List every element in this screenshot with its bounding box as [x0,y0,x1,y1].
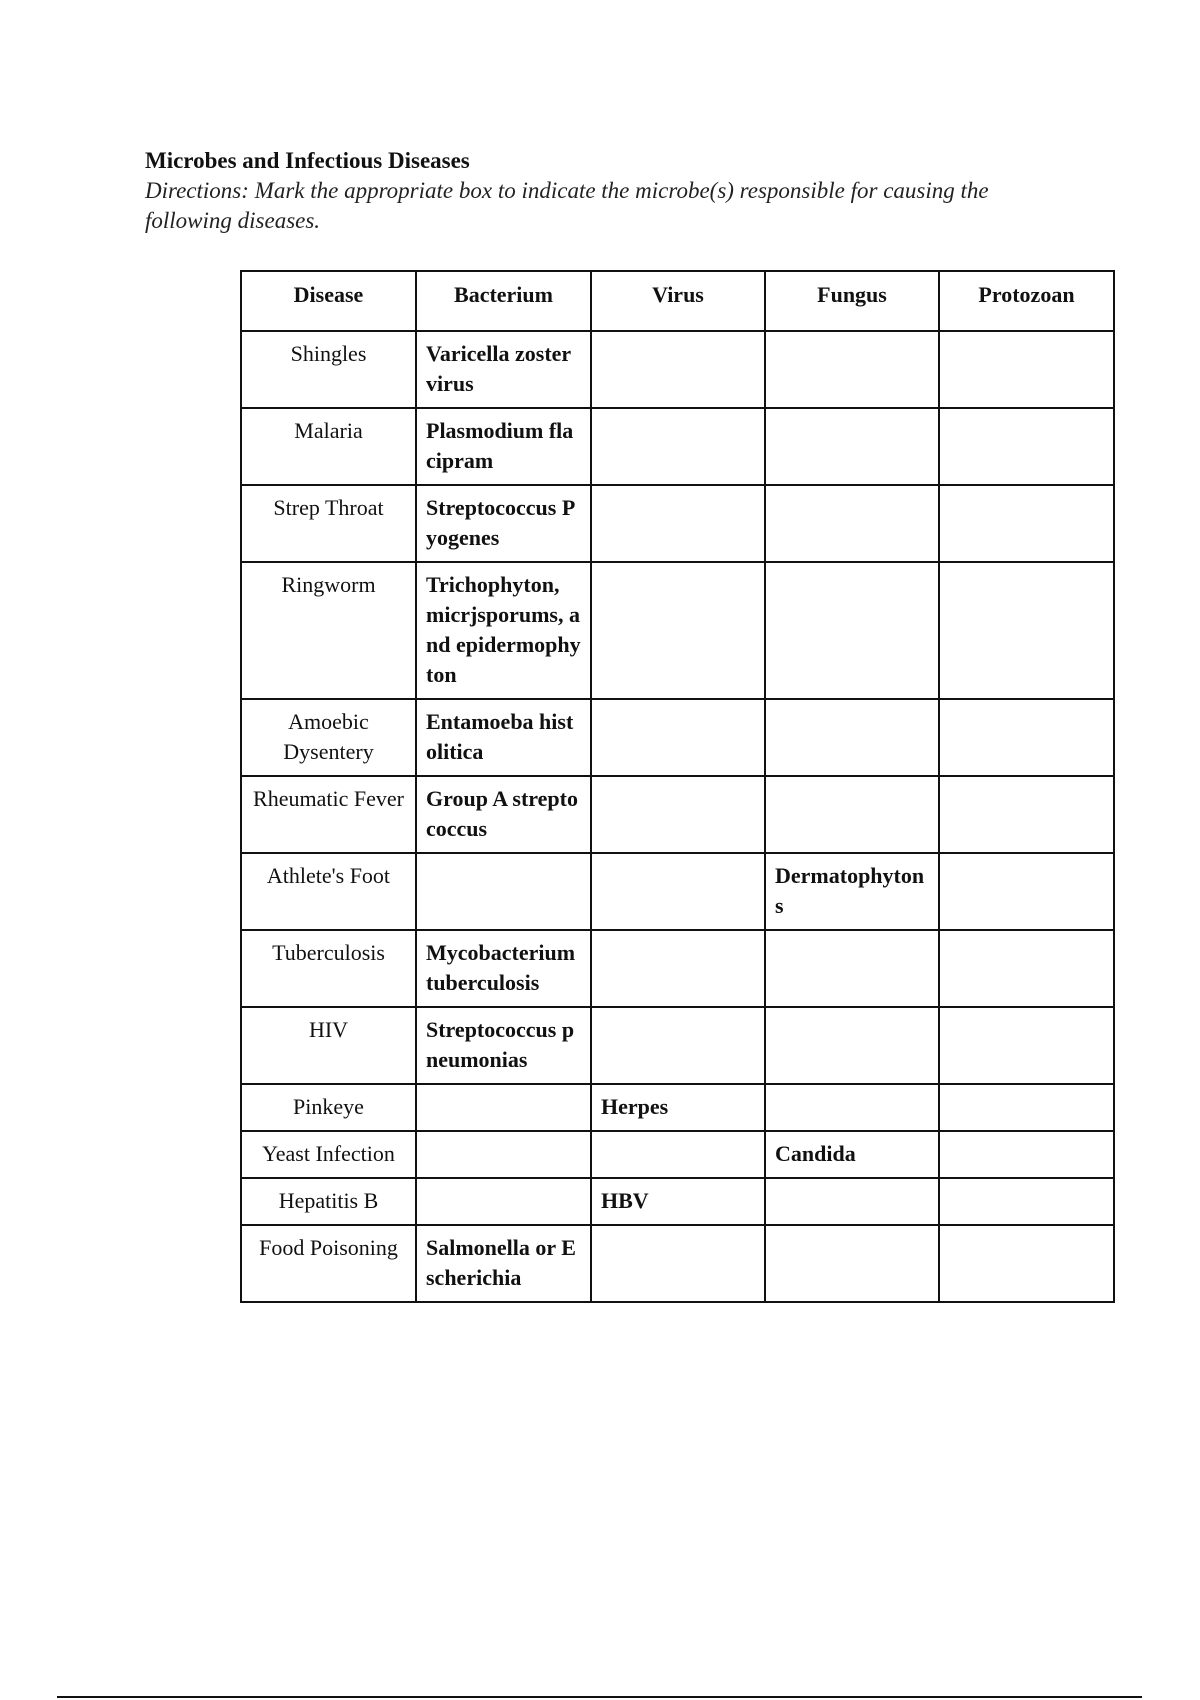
fungus-cell[interactable] [765,1084,939,1131]
disease-cell: Tuberculosis [241,930,416,1007]
virus-cell[interactable] [591,485,765,562]
protozoan-cell[interactable] [939,562,1114,699]
fungus-cell[interactable] [765,1225,939,1302]
bacterium-cell[interactable] [416,1131,591,1178]
disease-microbe-table [240,270,1115,1303]
fungus-cell[interactable]: Candida [765,1131,939,1178]
virus-cell[interactable] [591,699,765,776]
table-row [241,562,1114,699]
fungus-cell[interactable] [765,1007,939,1084]
fungus-cell[interactable] [765,930,939,1007]
disease-cell: Ringworm [241,562,416,699]
protozoan-cell[interactable] [939,331,1114,408]
disease-cell: Food Poisoning [241,1225,416,1302]
protozoan-cell[interactable] [939,1178,1114,1225]
bacterium-cell[interactable]: Group A streptococcus [416,776,591,853]
virus-cell[interactable]: HBV [591,1178,765,1225]
protozoan-cell[interactable] [939,1084,1114,1131]
disease-cell: Pinkeye [241,1084,416,1131]
table-row [241,1225,1114,1302]
table-row [241,699,1114,776]
table-row [241,485,1114,562]
bacterium-cell[interactable]: Entamoeba histolitica [416,699,591,776]
table-row [241,853,1114,930]
bacterium-cell[interactable]: Varicella zoster virus [416,331,591,408]
table-row [241,408,1114,485]
table-row [241,1131,1114,1178]
virus-cell[interactable] [591,853,765,930]
bacterium-cell[interactable]: Streptococcus Pyogenes [416,485,591,562]
disease-cell: Hepatitis B [241,1178,416,1225]
table-row [241,331,1114,408]
protozoan-cell[interactable] [939,485,1114,562]
disease-cell: Shingles [241,331,416,408]
fungus-cell[interactable] [765,485,939,562]
bacterium-cell[interactable] [416,1084,591,1131]
bacterium-cell[interactable] [416,853,591,930]
table-row [241,776,1114,853]
header-bacterium: Bacterium [416,271,591,331]
protozoan-cell[interactable] [939,776,1114,853]
protozoan-cell[interactable] [939,1131,1114,1178]
disease-cell: HIV [241,1007,416,1084]
disease-cell: Rheumatic Fever [241,776,416,853]
table-row [241,1178,1114,1225]
table-row [241,930,1114,1007]
virus-cell[interactable] [591,930,765,1007]
header-protozoan: Protozoan [939,271,1114,331]
fungus-cell[interactable] [765,331,939,408]
virus-cell[interactable] [591,1225,765,1302]
disease-cell: Amoebic Dysentery [241,699,416,776]
virus-cell[interactable] [591,1007,765,1084]
virus-cell[interactable] [591,408,765,485]
bacterium-cell[interactable]: Salmonella or Escherichia [416,1225,591,1302]
header-virus: Virus [591,271,765,331]
disease-cell: Athlete's Foot [241,853,416,930]
protozoan-cell[interactable] [939,930,1114,1007]
protozoan-cell[interactable] [939,1225,1114,1302]
protozoan-cell[interactable] [939,699,1114,776]
virus-cell[interactable] [591,331,765,408]
header-fungus: Fungus [765,271,939,331]
table-row [241,1007,1114,1084]
fungus-cell[interactable] [765,408,939,485]
page-header [145,146,1045,236]
bacterium-cell[interactable]: Trichophyton, micrjsporums, and epidermophyton [416,562,591,699]
bacterium-cell[interactable]: Mycobacterium tuberculosis [416,930,591,1007]
table-header-row [241,271,1114,331]
disease-cell: Strep Throat [241,485,416,562]
virus-cell[interactable]: Herpes [591,1084,765,1131]
header-disease: Disease [241,271,416,331]
document-title: Microbes and Infectious Diseases [145,148,470,173]
fungus-cell[interactable] [765,699,939,776]
disease-cell: Malaria [241,408,416,485]
fungus-cell[interactable] [765,562,939,699]
document-directions: Directions: Mark the appropriate box to indicate the microbe(s) responsible for causing the following diseases. [145,178,989,233]
virus-cell[interactable] [591,562,765,699]
protozoan-cell[interactable] [939,408,1114,485]
bacterium-cell[interactable]: Streptococcus pneumonias [416,1007,591,1084]
fungus-cell[interactable]: Dermatophytons [765,853,939,930]
protozoan-cell[interactable] [939,853,1114,930]
bacterium-cell[interactable] [416,1178,591,1225]
disease-cell: Yeast Infection [241,1131,416,1178]
virus-cell[interactable] [591,776,765,853]
virus-cell[interactable] [591,1131,765,1178]
fungus-cell[interactable] [765,1178,939,1225]
fungus-cell[interactable] [765,776,939,853]
table-row [241,1084,1114,1131]
bacterium-cell[interactable]: Plasmodium flacipram [416,408,591,485]
footer-divider [57,1696,1142,1698]
protozoan-cell[interactable] [939,1007,1114,1084]
